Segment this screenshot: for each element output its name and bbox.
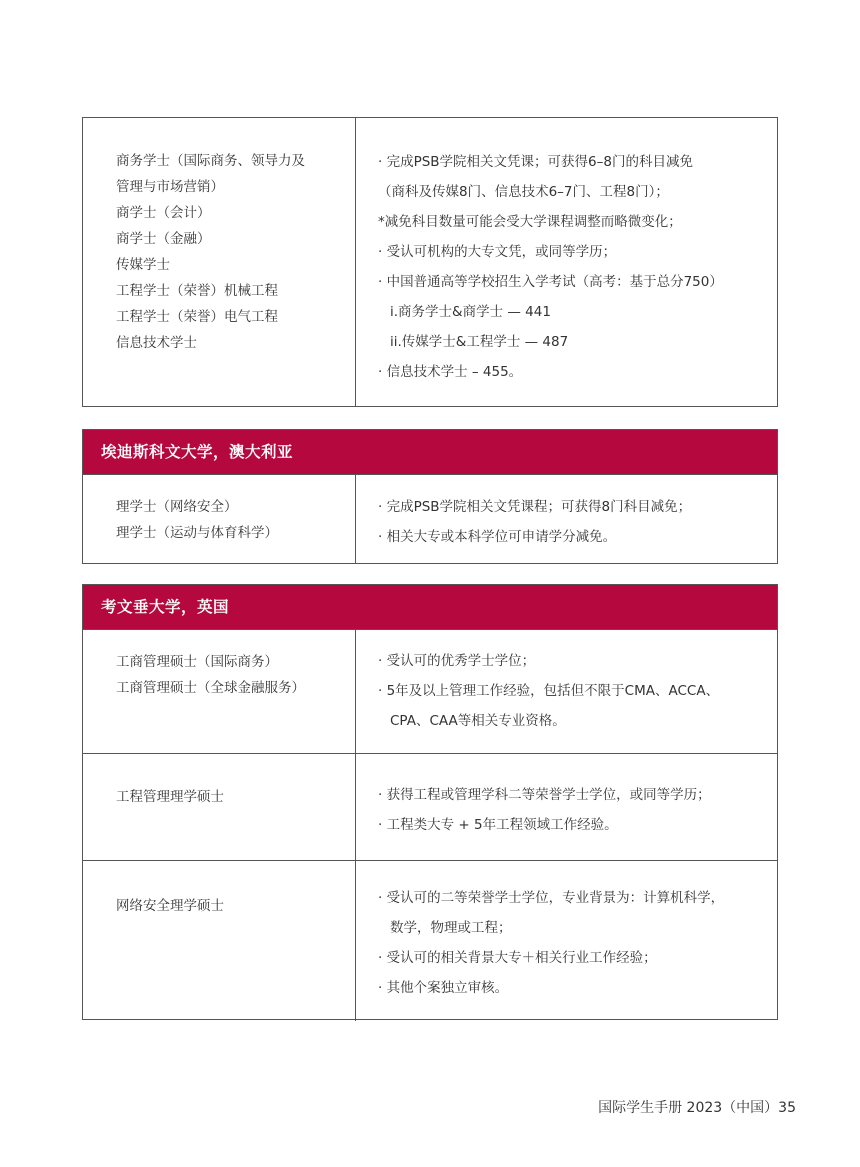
requirement-item: （商科及传媒8门、信息技术6–7门、工程8门）； (378, 184, 669, 200)
requirement-item: · 获得工程或管理学科二等荣誉学士学位，或同等学历； (378, 787, 711, 803)
program-list (83, 754, 356, 860)
table-row (83, 860, 777, 1021)
program-list (83, 118, 356, 406)
program-name: 信息技术学士 (116, 335, 197, 351)
requirement-item: · 受认可的优秀学士学位； (378, 653, 536, 669)
requirement-subitem: i.商务学士&商学士 — 441 (390, 304, 551, 320)
program-name: 传媒学士 (116, 257, 170, 273)
university-block-coventry (82, 584, 778, 1020)
table-row (83, 630, 777, 753)
requirement-item-continued: CPA、CAA等相关专业资格。 (390, 713, 566, 729)
requirement-list (356, 475, 777, 564)
requirement-item: · 5年及以上管理工作经验，包括但不限于CMA、ACCA、 (378, 683, 720, 699)
program-name: 工程学士（荣誉）机械工程 (116, 283, 278, 299)
requirement-subitem: ii.传媒学士&工程学士 — 487 (390, 334, 569, 350)
requirement-item: · 受认可的二等荣誉学士学位，专业背景为：计算机科学， (378, 890, 725, 906)
program-name: 网络安全理学硕士 (116, 898, 224, 914)
requirement-item: · 受认可的相关背景大专＋相关行业工作经验； (378, 950, 657, 966)
program-list (83, 630, 356, 753)
program-name: 工程学士（荣誉）电气工程 (116, 309, 278, 325)
program-name: 商学士（金融） (116, 231, 211, 247)
requirement-list (356, 754, 777, 860)
program-name: 工商管理硕士（国际商务） (116, 654, 278, 670)
program-name: 工商管理硕士（全球金融服务） (116, 680, 305, 696)
requirement-item-continued: 数学，物理或工程； (390, 920, 512, 936)
requirement-item: · 受认可机构的大专文凭，或同等学历； (378, 244, 617, 260)
program-list (83, 475, 356, 564)
requirement-item: · 完成PSB学院相关文凭课程；可获得8门科目减免； (378, 499, 692, 515)
requirement-list (356, 118, 777, 406)
table-row (83, 475, 777, 564)
university-block-ecu (82, 429, 778, 564)
program-name: 工程管理理学硕士 (116, 789, 224, 805)
requirement-item: · 相关大专或本科学位可申请学分减免。 (378, 529, 617, 545)
page-footer: 国际学生手册 2023（中国）35 (598, 1100, 796, 1116)
program-list (83, 861, 356, 1021)
requirement-list (356, 630, 777, 753)
program-name: 商务学士（国际商务、领导力及 (116, 153, 305, 169)
requirement-item: · 工程类大专 + 5年工程领域工作经验。 (378, 817, 618, 833)
requirement-item: · 完成PSB学院相关文凭课；可获得6–8门的科目减免 (378, 154, 693, 170)
table-row (83, 753, 777, 860)
program-table-continued (82, 117, 778, 407)
table-row (83, 118, 777, 406)
university-title: 埃迪斯科文大学，澳大利亚 (83, 430, 777, 475)
program-name: 理学士（网络安全） (116, 499, 238, 515)
program-name: 商学士（会计） (116, 205, 211, 221)
requirement-item: · 其他个案独立审核。 (378, 980, 509, 996)
requirement-item: · 信息技术学士 – 455。 (378, 364, 523, 380)
program-name: 理学士（运动与体育科学） (116, 525, 278, 541)
requirement-item: *减免科目数量可能会受大学课程调整而略微变化； (378, 214, 682, 230)
university-title: 考文垂大学，英国 (83, 585, 777, 630)
requirement-item: · 中国普通高等学校招生入学考试（高考：基于总分750） (378, 274, 723, 290)
requirement-list (356, 861, 777, 1021)
program-name: 管理与市场营销） (116, 179, 224, 195)
